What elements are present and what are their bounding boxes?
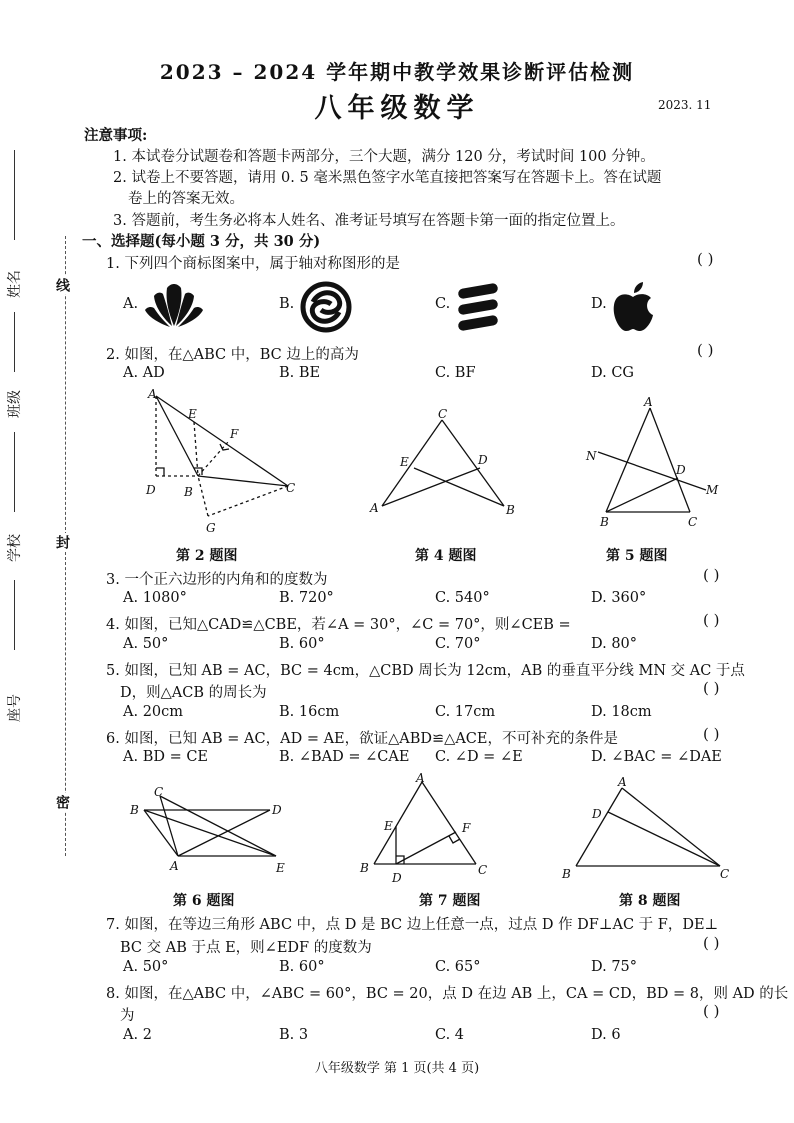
name-field-label: 姓名 [7, 270, 23, 298]
q2-option-c: C. BF [435, 365, 476, 381]
fig4-label-b: B [506, 503, 515, 517]
q2-option-a: A. AD [123, 365, 165, 381]
q3-option-c: C. 540° [435, 590, 490, 606]
figure-q2-caption: 第 2 题图 [176, 548, 238, 564]
figure-q8-caption: 第 8 题图 [619, 893, 681, 909]
q5-option-d: D. 18cm [591, 704, 652, 720]
seal-word-seal: 封 [54, 535, 70, 549]
exam-date: 2023. 11 [658, 98, 712, 112]
notes-item-3: 3. 答题前，考生务必将本人姓名、准考证号填写在答题卡第一面的指定位置上。 [113, 213, 625, 229]
q8-answer-paren: ( ) [703, 1002, 720, 1020]
q1-option-d-label: D. [591, 296, 607, 312]
fig2-label-c: C [286, 481, 296, 495]
q8-stem-line1: 8. 如图，在△ABC 中，∠ABC = 60°，BC = 20，点 D 在边 AB 上，CA = CD，BD = 8，则 AD 的长 [106, 986, 789, 1002]
fig7-label-e: E [384, 819, 393, 833]
q5-stem-line2: D，则△ACB 的周长为 [120, 685, 267, 701]
seal-word-secret: 密 [54, 795, 70, 809]
q5-option-b: B. 16cm [279, 704, 340, 720]
fig7-label-c: C [478, 863, 488, 877]
q5-option-a: A. 20cm [123, 704, 184, 720]
fig7-label-a: A [416, 771, 425, 785]
fig4-label-e: E [400, 455, 409, 469]
q7-option-d: D. 75° [591, 959, 638, 975]
subject-title: 八年级数学 [314, 93, 480, 124]
section-1-heading: 一、选择题(每小题 3 分，共 30 分) [82, 233, 321, 250]
seal-word-line: 线 [54, 278, 70, 292]
fig4-label-a: A [370, 501, 379, 515]
q7-option-a: A. 50° [123, 959, 169, 975]
q2-answer-paren: ( ) [697, 341, 714, 359]
fig6-label-d: D [272, 803, 282, 817]
fig6-label-e: E [276, 861, 285, 875]
school-field-label: 学校 [7, 534, 23, 562]
q5-option-c: C. 17cm [435, 704, 496, 720]
q7-option-c: C. 65° [435, 959, 481, 975]
notes-heading: 注意事项: [84, 127, 148, 144]
class-field-line [14, 312, 15, 372]
figure-q5-caption: 第 5 题图 [606, 548, 668, 564]
figure-q7-caption: 第 7 题图 [419, 893, 481, 909]
q7-stem-line2: BC 交 AB 于点 E，则∠EDF 的度数为 [120, 940, 372, 956]
q2-stem: 2. 如图，在△ABC 中，BC 边上的高为 [106, 347, 359, 363]
q3-stem: 3. 一个正六边形的内角和的度数为 [106, 572, 328, 588]
q2-option-b: B. BE [279, 365, 321, 381]
china-mobile-logo-icon [299, 280, 353, 334]
seat-field-label: 座号 [7, 694, 23, 722]
school-field-line [14, 432, 15, 512]
figure-q6-caption: 第 6 题图 [173, 893, 235, 909]
fig2-label-b: B [184, 485, 193, 499]
q4-answer-paren: ( ) [703, 611, 720, 629]
fig6-label-c: C [154, 785, 164, 799]
q1-option-a-label: A. [123, 296, 139, 312]
q8-option-d: D. 6 [591, 1027, 621, 1043]
q8-option-c: C. 4 [435, 1027, 465, 1043]
ericsson-logo-icon [454, 280, 502, 334]
figure-q4 [364, 408, 524, 520]
q1-option-c-label: C. [435, 296, 451, 312]
fig6-label-a: A [170, 859, 179, 873]
fig2-label-g: G [206, 521, 216, 535]
figure-q4-caption: 第 4 题图 [415, 548, 477, 564]
q4-stem: 4. 如图，已知△CAD≌△CBE，若∠A = 30°，∠C = 70°，则∠CEB = [106, 617, 571, 633]
fig8-label-c: C [720, 867, 730, 881]
fig7-label-d: D [392, 871, 402, 885]
q3-answer-paren: ( ) [703, 566, 720, 584]
fig2-label-a: A [148, 387, 157, 401]
fig2-label-e: E [188, 407, 197, 421]
huawei-logo-icon [143, 282, 205, 328]
q3-option-d: D. 360° [591, 590, 647, 606]
fig5-label-a: A [644, 395, 653, 409]
fig8-label-d: D [592, 807, 602, 821]
class-field-label: 班级 [7, 390, 23, 418]
q6-option-d: D. ∠BAC = ∠DAE [591, 749, 722, 765]
figure-q2 [140, 386, 310, 542]
fig2-label-f: F [230, 427, 239, 441]
q1-answer-paren: ( ) [697, 250, 714, 268]
q7-option-b: B. 60° [279, 959, 325, 975]
q4-option-b: B. 60° [279, 636, 325, 652]
notes-item-1: 1. 本试卷分试题卷和答题卡两部分，三个大题，满分 120 分，考试时间 100 分钟。 [113, 149, 655, 165]
fig7-label-b: B [360, 861, 369, 875]
fig5-label-c: C [688, 515, 698, 529]
q3-option-a: A. 1080° [123, 590, 187, 606]
q2-option-d: D. CG [591, 365, 635, 381]
q7-stem-line1: 7. 如图，在等边三角形 ABC 中，点 D 是 BC 边上任意一点，过点 D 作 DF⊥AC 于 F，DE⊥ [106, 917, 719, 933]
q4-option-d: D. 80° [591, 636, 638, 652]
apple-logo-icon [610, 281, 656, 333]
q5-answer-paren: ( ) [703, 679, 720, 697]
figure-q6 [126, 782, 300, 878]
q5-stem-line1: 5. 如图，已知 AB = AC，BC = 4cm，△CBD 周长为 12cm，AB 的垂直平分线 MN 交 AC 于点 [106, 663, 745, 679]
fig4-label-d: D [478, 453, 488, 467]
notes-item-2a: 2. 试卷上不要答题，请用 0. 5 毫米黑色签字水笔直接把答案写在答题卡上。答在试题 [113, 170, 662, 186]
fig4-label-c: C [438, 408, 448, 421]
q6-stem: 6. 如图，已知 AB = AC，AD = AE，欲证△ABD≌△ACE，不可补充的条件是 [106, 731, 618, 747]
q1-option-b-label: B. [279, 296, 295, 312]
q8-option-a: A. 2 [123, 1027, 152, 1043]
page-footer: 八年级数学 第 1 页(共 4 页) [314, 1061, 480, 1076]
fig8-label-b: B [562, 867, 571, 881]
q3-option-b: B. 720° [279, 590, 334, 606]
seat-field-line [14, 580, 15, 650]
q4-option-a: A. 50° [123, 636, 169, 652]
fig7-label-f: F [462, 821, 471, 835]
q1-stem: 1. 下列四个商标图案中，属于轴对称图形的是 [106, 256, 400, 272]
fig5-label-b: B [600, 515, 609, 529]
fig5-label-m: M [706, 483, 719, 497]
fig5-label-n: N [586, 449, 597, 463]
name-field-line [14, 150, 15, 240]
q8-stem-line2: 为 [120, 1008, 135, 1024]
q6-option-c: C. ∠D = ∠E [435, 749, 523, 765]
figure-q7 [356, 770, 506, 888]
figure-q8 [556, 772, 746, 884]
q6-answer-paren: ( ) [703, 725, 720, 743]
q7-answer-paren: ( ) [703, 934, 720, 952]
notes-item-2b: 卷上的答案无效。 [128, 191, 244, 207]
figure-q5 [580, 394, 730, 534]
q6-option-b: B. ∠BAD = ∠CAE [279, 749, 410, 765]
fig2-label-d: D [146, 483, 156, 497]
fig6-label-b: B [130, 803, 139, 817]
fig8-label-a: A [618, 775, 627, 789]
exam-title: 2023 – 2024 学年期中教学效果诊断评估检测 [159, 60, 635, 84]
q6-option-a: A. BD = CE [123, 749, 209, 765]
q8-option-b: B. 3 [279, 1027, 309, 1043]
q4-option-c: C. 70° [435, 636, 481, 652]
fig5-label-d: D [676, 463, 686, 477]
